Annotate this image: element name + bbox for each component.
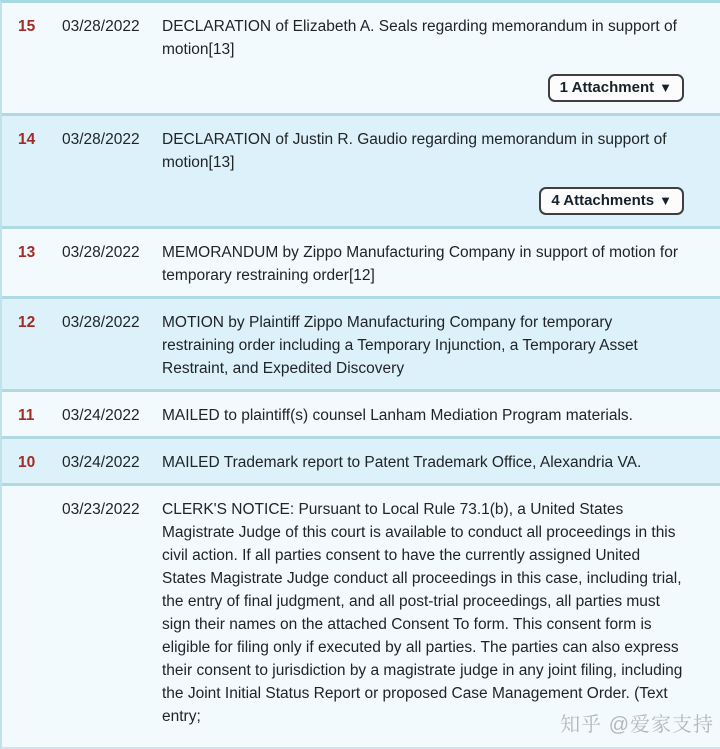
docket-description-text: CLERK'S NOTICE: Pursuant to Local Rule 73.1(b), a United States Magistrate Judge of this court is available to conduct all proceedings in this civil action. If all parties consent to have the currently assigned United States Magistrate Judge conduct all proceedings in this case, including trial, the entry of final judgment, and all post-trial proceedings, all parties must sign their names on the attached Consent To form. This consent form is eligible for filing only if executed by all parties. The parties can also express their consent to jurisdiction by a magistrate judge in any joint filing, including the Joint Initial Status Report or proposed Case Management Order. (Text entry; — [162, 501, 683, 725]
attachments-count-label: 1 Attachment — [559, 79, 655, 96]
docket-row — [2, 483, 720, 737]
docket-rows — [2, 3, 720, 737]
docket-description — [162, 404, 700, 427]
docket-number-link[interactable]: 10 — [18, 454, 36, 471]
watermark: 知乎 @爱家支持 — [560, 714, 714, 736]
docket-date: 03/24/2022 — [62, 454, 140, 471]
docket-date: 03/28/2022 — [62, 18, 140, 35]
docket-description — [162, 241, 700, 287]
docket-date: 03/23/2022 — [62, 501, 140, 518]
docket-description — [162, 311, 700, 380]
docket-number-link[interactable]: 14 — [18, 131, 36, 148]
docket-number-link[interactable]: 15 — [18, 18, 36, 35]
docket-row — [2, 296, 720, 389]
docket-number-link[interactable]: 11 — [18, 407, 35, 424]
docket-description — [162, 498, 700, 728]
docket-description — [162, 15, 700, 104]
docket-row — [2, 226, 720, 296]
docket-date: 03/24/2022 — [62, 407, 140, 424]
chevron-down-icon: ▼ — [659, 80, 672, 95]
attachment-button-row — [162, 187, 684, 215]
docket-description-text: MOTION by Plaintiff Zippo Manufacturing Company for temporary restraining order including a Temporary Injunction, a Temporary Asset Restraint, and Expedited Discovery — [162, 314, 638, 377]
docket-row — [2, 389, 720, 436]
chevron-down-icon: ▼ — [659, 193, 672, 208]
docket-number-link[interactable]: 12 — [18, 314, 36, 331]
docket-row — [2, 113, 720, 226]
docket-description-text: DECLARATION of Justin R. Gaudio regarding memorandum in support of motion[13] — [162, 131, 667, 171]
attachments-dropdown-button[interactable] — [548, 74, 684, 102]
docket-description-text: MEMORANDUM by Zippo Manufacturing Company in support of motion for temporary restraining order[12] — [162, 244, 679, 284]
docket-date: 03/28/2022 — [62, 244, 140, 261]
docket-number-link[interactable]: 13 — [18, 244, 36, 261]
docket-row — [2, 436, 720, 483]
attachments-dropdown-button[interactable] — [539, 187, 684, 215]
docket-description — [162, 451, 700, 474]
docket-date: 03/28/2022 — [62, 314, 140, 331]
attachments-count-label: 4 Attachments — [551, 192, 655, 209]
docket-description-text: MAILED to plaintiff(s) counsel Lanham Mediation Program materials. — [162, 407, 633, 424]
docket-description — [162, 128, 700, 217]
attachment-button-row — [162, 74, 684, 102]
docket-description-text: MAILED Trademark report to Patent Trademark Office, Alexandria VA. — [162, 454, 642, 471]
docket-date: 03/28/2022 — [62, 131, 140, 148]
docket-description-text: DECLARATION of Elizabeth A. Seals regarding memorandum in support of motion[13] — [162, 18, 677, 58]
docket-row — [2, 3, 720, 113]
